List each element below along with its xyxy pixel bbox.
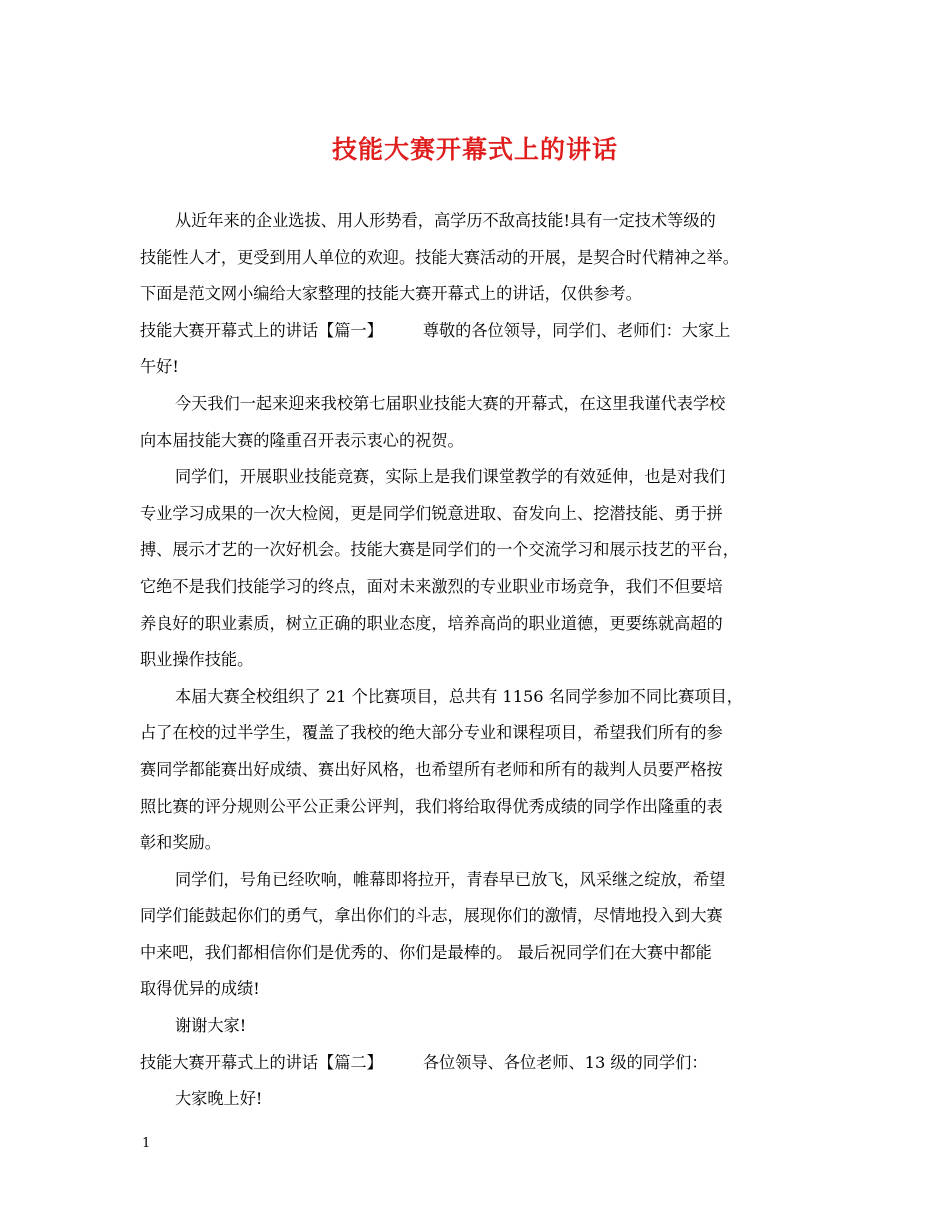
body-line: 同学们，开展职业技能竞赛，实际上是我们课堂教学的有效延伸，也是对我们 — [175, 467, 726, 487]
body-line: 大家晚上好! — [175, 1089, 263, 1109]
body-line: 中来吧，我们都相信你们是优秀的、你们是最棒的。 最后祝同学们在大赛中都能 — [140, 942, 712, 962]
body-line: 从近年来的企业选拔、用人形势看，高学历不敌高技能!具有一定技术等级的 — [175, 211, 716, 230]
body-line: 它绝不是我们技能学习的终点，面对未来激烈的专业职业市场竞争，我们不但要培 — [140, 576, 723, 596]
body-line: 专业学习成果的一次大检阅，更是同学们锐意进取、奋发向上、挖潜技能、勇于拼 — [140, 503, 723, 523]
body-line: 午好! — [140, 357, 179, 377]
body-line: 搏、展示才艺的一次好机会。技能大赛是同学们的一个交流学习和展示技艺的平台， — [140, 540, 739, 560]
body-line: 同学们，号角已经吹响，帷幕即将拉开，青春早已放飞，风采继之绽放，希望 — [175, 869, 726, 889]
body-line: 占了在校的过半学生，覆盖了我校的绝大部分专业和课程项目，希望我们所有的参 — [140, 723, 723, 743]
body-line: 今天我们一起来迎来我校第七届职业技能大赛的开幕式，在这里我谨代表学校 — [175, 393, 726, 413]
body-line: 照比赛的评分规则公平公正秉公评判，我们将给取得优秀成绩的同学作出隆重的表 — [140, 796, 723, 816]
body-line: 向本届技能大赛的隆重召开表示衷心的祝贺。 — [140, 430, 464, 450]
body-line: 取得优异的成绩! — [140, 979, 260, 999]
document-body — [140, 203, 835, 1118]
body-line: 本届大赛全校组织了 21 个比赛项目，总共有 1156 名同学参加不同比赛项目， — [175, 686, 743, 706]
body-line: 谢谢大家! — [175, 1016, 247, 1036]
body-line: 彰和奖励。 — [140, 833, 221, 853]
page-number: 1 — [142, 1136, 151, 1151]
section-greeting: 各位领导、各位老师、13 级的同学们： — [422, 1052, 708, 1072]
body-line: 养良好的职业素质，树立正确的职业态度，培养高尚的职业道德，更要练就高超的 — [140, 613, 723, 633]
body-line: 技能性人才，更受到用人单位的欢迎。技能大赛活动的开展，是契合时代精神之举。 — [140, 247, 739, 267]
section-heading: 技能大赛开幕式上的讲话【篇二】 — [140, 1052, 383, 1072]
body-line: 赛同学都能赛出好成绩、赛出好风格，也希望所有老师和所有的裁判人员要严格按 — [140, 759, 723, 779]
body-line: 下面是范文网小编给大家整理的技能大赛开幕式上的讲话，仅供参考。 — [140, 284, 642, 304]
section-greeting: 尊敬的各位领导，同学们、老师们：大家上 — [422, 320, 731, 340]
body-line: 同学们能鼓起你们的勇气，拿出你们的斗志，展现你们的激情，尽情地投入到大赛 — [140, 906, 723, 926]
section-heading-line — [140, 313, 835, 350]
page-title: 技能大赛开幕式上的讲话 — [331, 135, 618, 164]
section-heading: 技能大赛开幕式上的讲话【篇一】 — [140, 320, 383, 340]
section-heading-line — [140, 1045, 835, 1082]
body-line: 职业操作技能。 — [140, 650, 254, 670]
